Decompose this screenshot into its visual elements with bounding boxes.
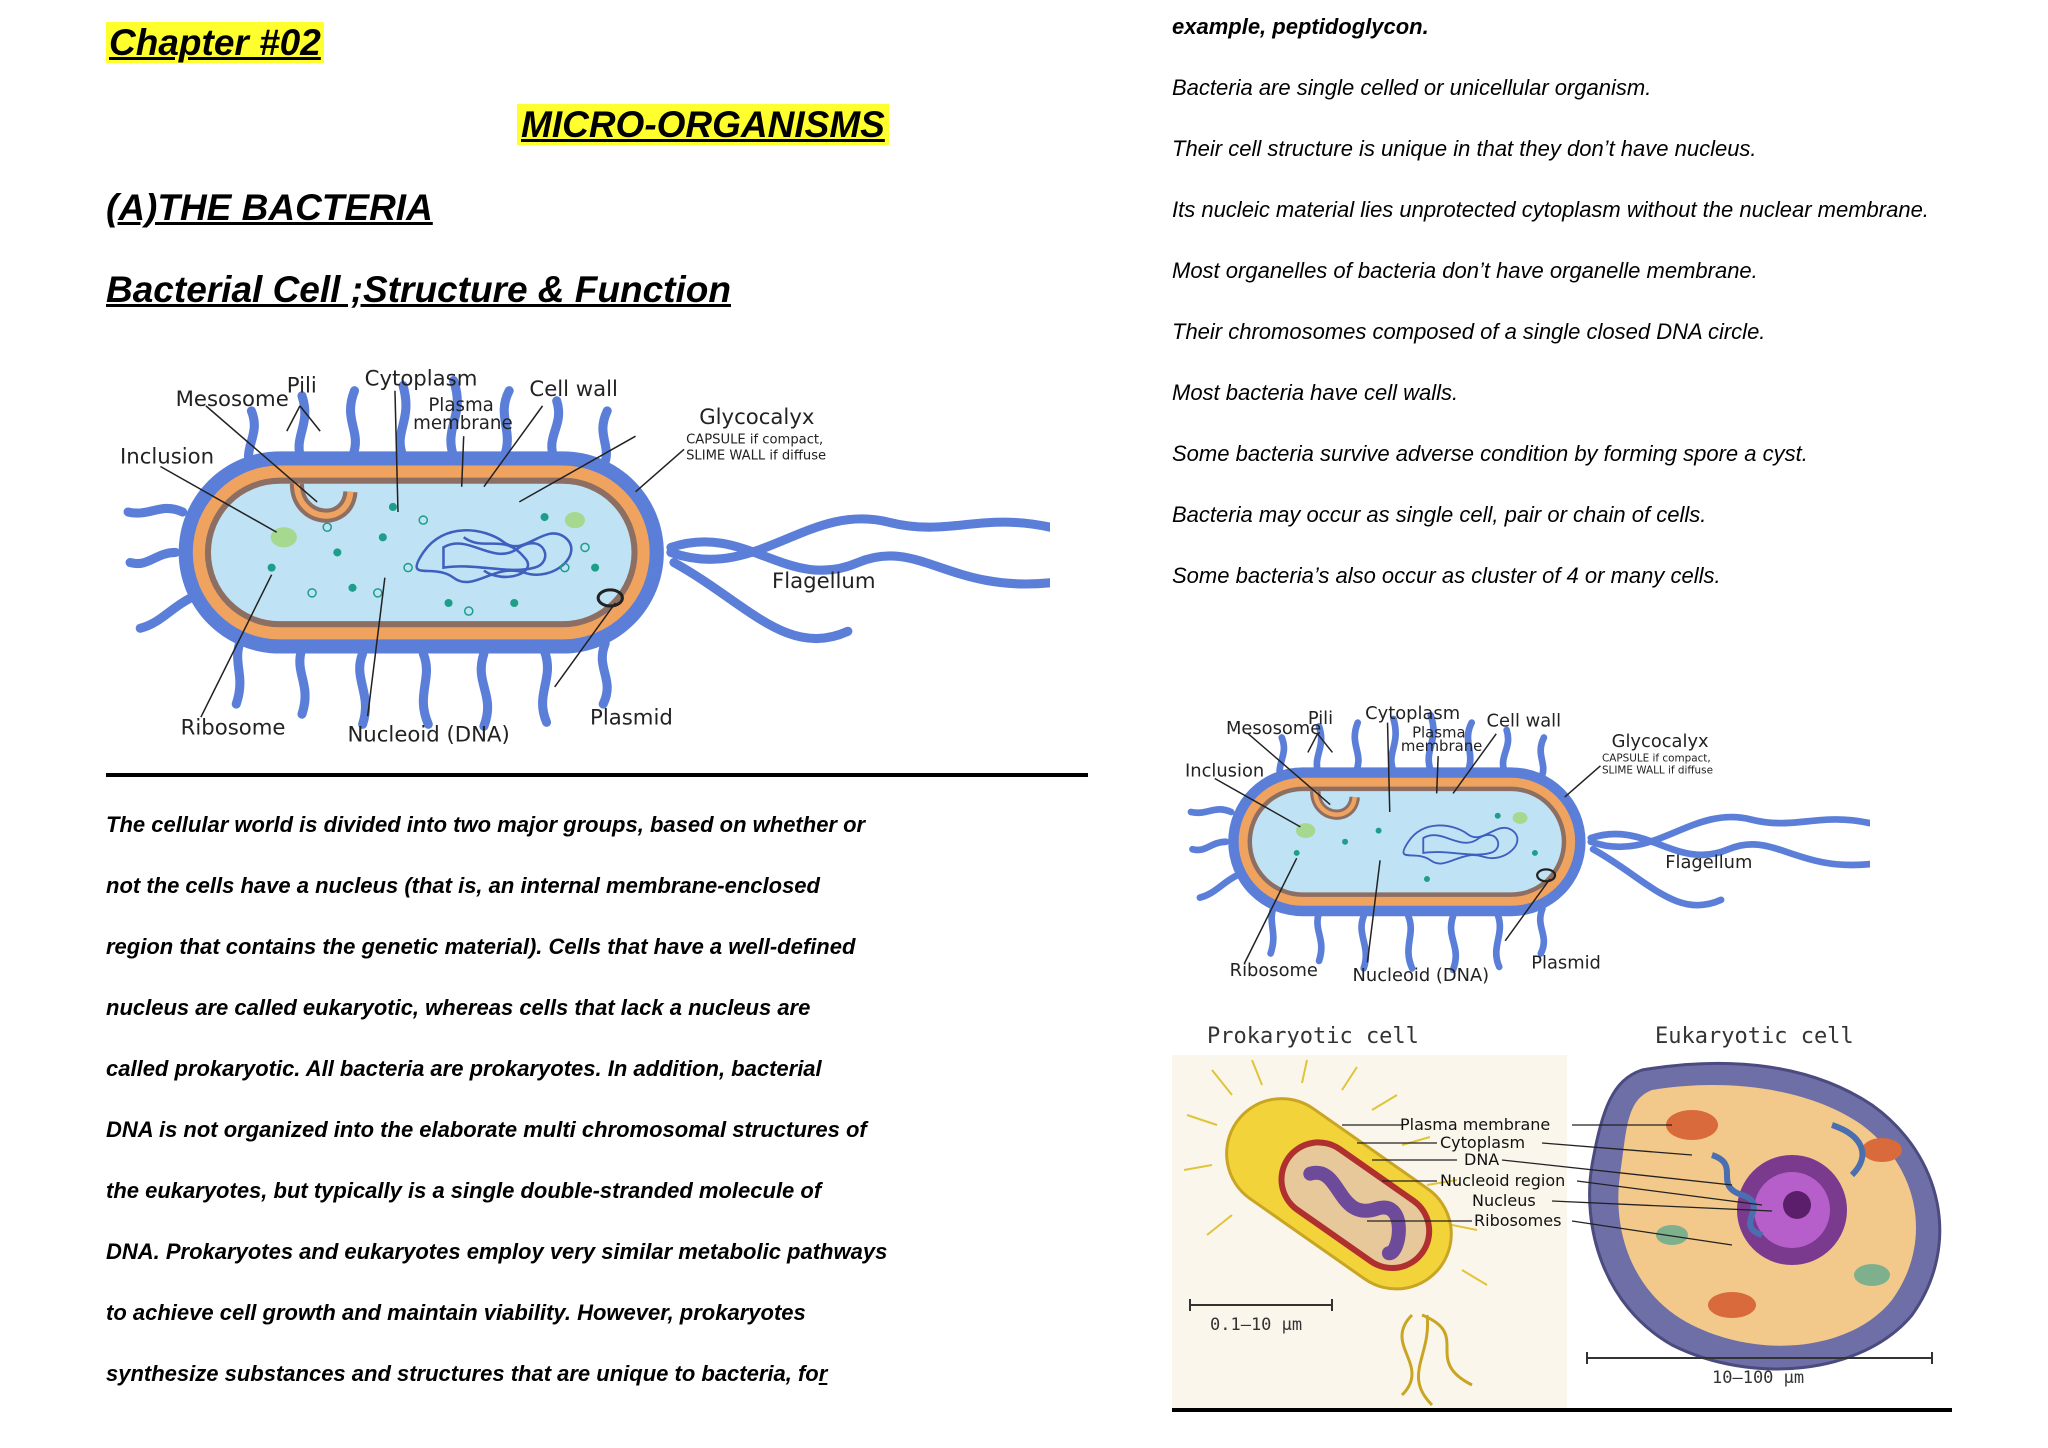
paragraph-last-text: synthesize substances and structures that are unique to bacteria, fo	[106, 1361, 819, 1386]
label-plasma-membrane-2: membrane	[1400, 736, 1483, 755]
fact-item: Some bacteria survive adverse condition by forming spore a cyst.	[1172, 441, 1808, 466]
bacteria-illustration-small	[1191, 715, 1870, 970]
label-inclusion: Inclusion	[1185, 760, 1265, 782]
label-pili: Pili	[286, 373, 317, 399]
label-cell-wall: Cell wall	[1486, 710, 1562, 732]
label-mesosome: Mesosome	[1225, 717, 1322, 739]
title-label: MICRO-ORGANISMS	[517, 104, 889, 145]
label-cytoplasm: Cytoplasm	[364, 366, 478, 392]
label-flagellum: Flagellum	[1665, 851, 1753, 873]
paragraph-line: The cellular world is divided into two major groups, based on whether or	[106, 812, 866, 837]
label-nucleoid-region: Nucleoid region	[1440, 1171, 1566, 1190]
label-glycocalyx: Glycocalyx	[1611, 731, 1709, 753]
fact-item: Bacteria are single celled or unicellular organism.	[1172, 75, 1652, 100]
bacteria-diagram-small	[1185, 688, 1870, 1003]
label-plasma-membrane-2: membrane	[413, 413, 513, 435]
label-nucleus: Nucleus	[1472, 1191, 1536, 1210]
label-cell-wall: Cell wall	[529, 376, 618, 402]
fact-item: Bacteria may occur as single cell, pair or chain of cells.	[1172, 502, 1707, 527]
label-mesosome: Mesosome	[175, 386, 289, 412]
label-plasma-membrane-1: Plasma	[1412, 723, 1466, 742]
divider-right	[1172, 1408, 1952, 1412]
label-plasmid: Plasmid	[590, 705, 673, 731]
label-glycocalyx: Glycocalyx	[699, 405, 815, 431]
label-ribosome: Ribosome	[1229, 959, 1318, 981]
subsection-heading: Bacterial Cell ;Structure & Function	[106, 269, 731, 310]
chapter-label: Chapter #02	[106, 22, 324, 63]
cell-comparison-figure	[1172, 1015, 1962, 1410]
label-dna: DNA	[1464, 1150, 1500, 1169]
eukaryotic-cell-illustration	[1587, 1063, 1940, 1369]
label-cytoplasm: Cytoplasm	[1440, 1133, 1526, 1152]
paragraph-line: DNA. Prokaryotes and eukaryotes employ very similar metabolic pathways	[106, 1239, 888, 1264]
body-paragraph	[106, 812, 966, 1422]
eukaryote-scale: 10–100 μm	[1712, 1368, 1805, 1388]
prokaryotic-cell-illustration	[1172, 1055, 1567, 1410]
label-plasma-membrane-1: Plasma	[428, 394, 494, 416]
prokaryotic-cell-title: Prokaryotic cell	[1207, 1024, 1419, 1049]
fact-item: Most organelles of bacteria don’t have organelle membrane.	[1172, 258, 1758, 283]
label-glycocalyx-note-1: CAPSULE if compact,	[1601, 752, 1711, 765]
paragraph-line: not the cells have a nucleus (that is, an internal membrane-enclosed	[106, 873, 820, 898]
label-nucleoid: Nucleoid (DNA)	[347, 722, 510, 748]
bacteria-diagram-large	[120, 345, 1050, 770]
paragraph-line: called prokaryotic. All bacteria are prokaryotes. In addition, bacterial	[106, 1056, 822, 1081]
label-ribosome: Ribosome	[180, 715, 286, 741]
section-heading: (A)THE BACTERIA	[106, 187, 433, 228]
label-flagellum: Flagellum	[772, 568, 876, 594]
paragraph-line: the eukaryotes, but typically is a single double-stranded molecule of	[106, 1178, 822, 1203]
paragraph-last-tail: r	[818, 1361, 828, 1386]
label-cytoplasm: Cytoplasm	[1365, 702, 1461, 724]
paragraph-line: nucleus are called eukaryotic, whereas cells that lack a nucleus are	[106, 995, 811, 1020]
paragraph-last-line	[106, 1361, 966, 1422]
eukaryotic-cell-title: Eukaryotic cell	[1655, 1024, 1854, 1049]
bacteria-illustration	[128, 381, 1050, 727]
label-pili: Pili	[1307, 708, 1334, 730]
paragraph-line: to achieve cell growth and maintain viability. However, prokaryotes	[106, 1300, 806, 1325]
chapter-heading	[106, 14, 324, 72]
label-ribosomes: Ribosomes	[1474, 1211, 1562, 1230]
label-nucleoid: Nucleoid (DNA)	[1352, 965, 1490, 987]
fact-item: Most bacteria have cell walls.	[1172, 380, 1459, 405]
label-plasmid: Plasmid	[1531, 952, 1601, 974]
continuation-line: example, peptidoglycon.	[1172, 14, 1429, 39]
divider-left	[106, 773, 1088, 777]
fact-item: Some bacteria’s also occur as cluster of 4 or many cells.	[1172, 563, 1721, 588]
paragraph-line: DNA is not organized into the elaborate multi chromosomal structures of	[106, 1117, 867, 1142]
fact-item: Its nucleic material lies unprotected cytoplasm without the nuclear membrane.	[1172, 197, 1929, 222]
facts-list	[1172, 14, 2012, 624]
label-inclusion: Inclusion	[120, 444, 215, 470]
paragraph-line: region that contains the genetic material). Cells that have a well-defined	[106, 934, 856, 959]
fact-item: Their cell structure is unique in that they don’t have nucleus.	[1172, 136, 1757, 161]
label-glycocalyx-note-2: SLIME WALL if diffuse	[686, 448, 827, 464]
label-plasma-membrane: Plasma membrane	[1400, 1115, 1551, 1134]
label-glycocalyx-note-1: CAPSULE if compact,	[686, 432, 824, 448]
prokaryote-scale: 0.1–10 μm	[1210, 1315, 1303, 1335]
fact-item: Their chromosomes composed of a single closed DNA circle.	[1172, 319, 1766, 344]
label-glycocalyx-note-2: SLIME WALL if diffuse	[1601, 764, 1713, 777]
document-title	[517, 98, 889, 152]
